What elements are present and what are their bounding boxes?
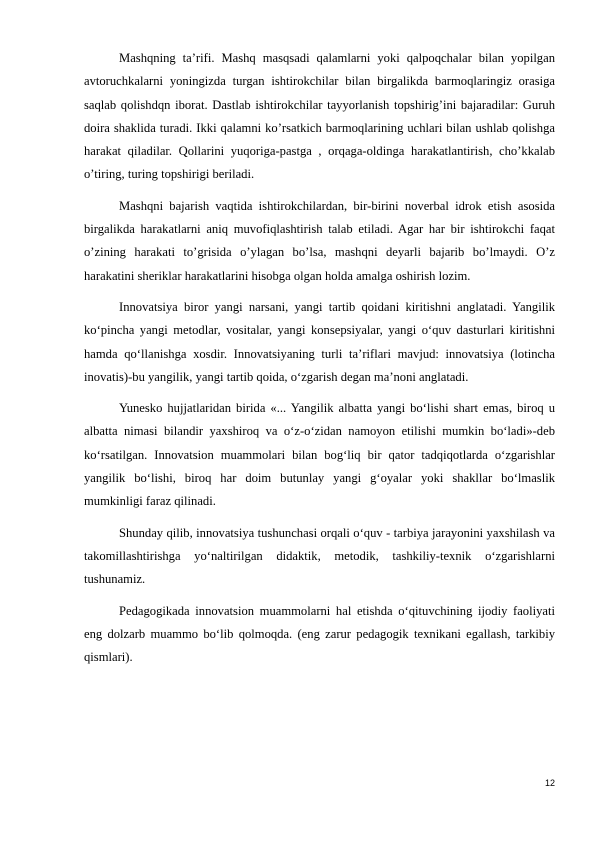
document-body <box>84 47 555 677</box>
paragraph-unesco-quote: Yunesko hujjatlaridan birida «... Yangilik albatta yangi bo‘lishi shart emas, biroq u albatta nimasi bilandir yaxshiroq va o‘z-o‘zidan namoyon etilishi mumkin bo‘ladi»-deb ko‘rsatilgan. Innovatsion muammolari bilan bog‘liq bir qator tadqiqotlarda o‘zgarishlar yangilik bo‘lishi, biroq har doim butunlay yangi g‘oyalar yoki shakllar bo‘lmaslik mumkinligi faraz qilinadi. <box>84 401 555 509</box>
paragraph-exercise-execution: Mashqni bajarish vaqtida ishtirokchilardan, bir-birini noverbal idrok etish asosida birgalikda harakatlarni aniq muvofiqlashtirish talab etiladi. Agar har bir ishtirokchi faqat o’zining harakati to’grisida o’ylagan bo’lsa, mashqni deyarli bajarib bo’lmaydi. O’z harakatini sheriklar harakatlarini hisobga olgan holda amalga oshirish lozim. <box>84 198 555 283</box>
paragraph-exercise-definition: Mashqning ta’rifi. Mashq masqsadi qalamlarni yoki qalpoqchalar bilan yopilgan avtoruchkalarni yoningizda turgan ishtirokchilar bilan birgalikda barmoqlaringiz orasiga saqlab qolishdqn iborat. Dastlab ishtirokchilar tayyorlanish topshirig’ini bajaradilar: Guruh doira shaklida turadi. Ikki qalamni ko’rsatkich barmoqlarining uchlari bilan ushlab qolishga harakat qiladilar. Qollarini yuqoriga-pastga , orqaga-oldinga harakatlantirish, cho’kkalab o’tiring, turing topshirigi beriladi. <box>84 51 555 182</box>
paragraph-innovation-meaning: Innovatsiya biror yangi narsani, yangi tartib qoidani kiritishni anglatadi. Yangilik ko‘pincha yangi metodlar, vositalar, yangi konsepsiyalar, yangi o‘quv dasturlari kiritishni hamda qo‘llanishga xosdir. Innovatsiyaning turli ta’riflari mavjud: innovatsiya (lotincha inovatis)-bu yangilik, yangi tartib qoida, o‘zgarish degan ma’noni anglatadi. <box>84 299 555 384</box>
paragraph-pedagogy-problem: Pedagogikada innovatsion muammolarni hal etishda o‘qituvchining ijodiy faoliyati eng dolzarb muammo bo‘lib qolmoqda. (eng zarur pedagogik texnikani egallash, tarkibiy qismlari). <box>84 603 555 665</box>
paragraph-innovation-concept: Shunday qilib, innovatsiya tushunchasi orqali o‘quv - tarbiya jarayonini yaxshilash va takomillashtirishga yo‘naltirilgan didaktik, metodik, tashkiliy-texnik o‘zgarishlarni tushunamiz. <box>84 525 555 587</box>
page-number: 12 <box>544 778 555 788</box>
